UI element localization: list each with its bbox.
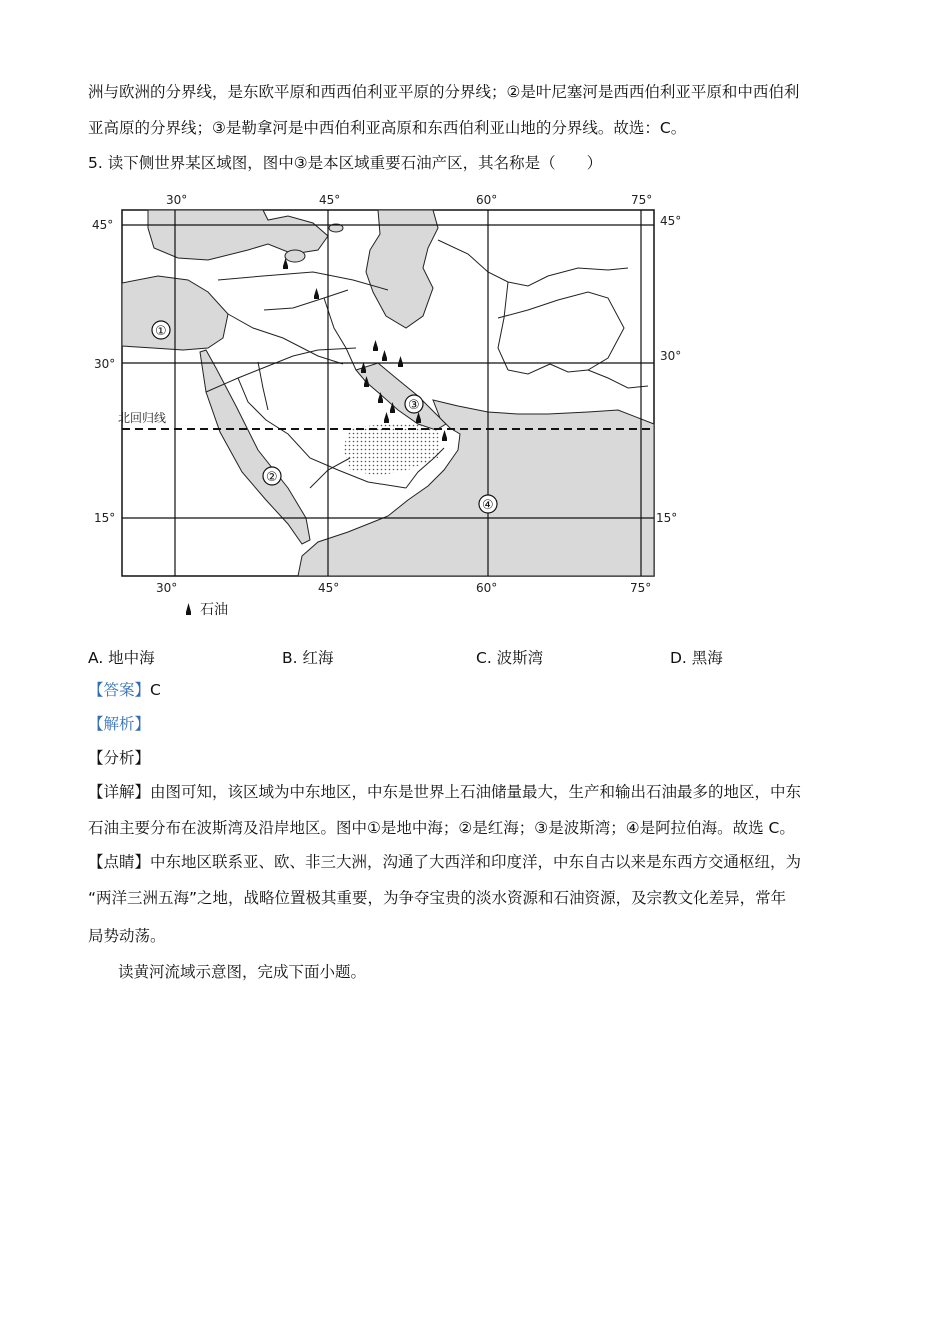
question-5-stem: 5. 读下侧世界某区域图，图中③是本区域重要石油产区，其名称是（ ） xyxy=(88,154,603,172)
bottom-lon-label: 75° xyxy=(630,581,652,595)
option-b[interactable]: B. 红海 xyxy=(282,649,334,667)
left-lat-label: 15° xyxy=(94,511,116,525)
marker-3: ③ xyxy=(408,398,420,413)
marker-4: ④ xyxy=(482,498,494,513)
top-lon-label: 75° xyxy=(631,193,653,207)
bottom-lon-label: 30° xyxy=(156,581,178,595)
answer-label: 【答案】 xyxy=(88,681,151,699)
right-lat-label: 30° xyxy=(660,349,682,363)
detail-line-2: 石油主要分布在波斯湾及沿岸地区。图中①是地中海；②是红海；③是波斯湾；④是阿拉伯海。故选 C。 xyxy=(88,819,795,837)
right-lat-label: 45° xyxy=(660,214,682,228)
paragraph-line-2: 亚高原的分界线；③是勒拿河是中西伯利亚高原和东西伯利亚山地的分界线。故选：C。 xyxy=(88,119,687,137)
next-question-intro: 读黄河流域示意图，完成下面小题。 xyxy=(118,963,367,981)
top-lon-label: 30° xyxy=(166,193,188,207)
right-lat-label: 15° xyxy=(656,511,678,525)
option-d[interactable]: D. 黑海 xyxy=(670,649,723,667)
middle-east-map xyxy=(88,188,688,628)
bottom-lon-label: 45° xyxy=(318,581,340,595)
option-c[interactable]: C. 波斯湾 xyxy=(476,649,544,667)
answer-options xyxy=(88,646,868,668)
legend-label: 石油 xyxy=(200,602,228,618)
option-a[interactable]: A. 地中海 xyxy=(88,649,155,667)
answer-line xyxy=(88,680,161,700)
left-lat-label: 30° xyxy=(94,357,116,371)
marker-1: ① xyxy=(155,324,167,339)
oil-legend-icon xyxy=(186,603,191,615)
marker-2: ② xyxy=(266,470,278,485)
top-lon-label: 45° xyxy=(319,193,341,207)
analysis-label: 【解析】 xyxy=(88,715,151,733)
comment-line-1: 【点睛】中东地区联系亚、欧、非三大洲，沟通了大西洋和印度洋，中东自古以来是东西方交通枢纽，为 xyxy=(88,853,802,871)
fenxi-label: 【分析】 xyxy=(88,749,151,767)
paragraph-line-1: 洲与欧洲的分界线，是东欧平原和西西伯利亚平原的分界线；②是叶尼塞河是西西伯利亚平原和中西伯利 xyxy=(88,83,800,101)
tropic-label: 北回归线 xyxy=(118,411,167,425)
bottom-lon-label: 60° xyxy=(476,581,498,595)
left-lat-label: 45° xyxy=(92,218,114,232)
comment-line-3: 局势动荡。 xyxy=(88,927,166,945)
answer-value: C xyxy=(150,681,161,699)
detail-line-1: 【详解】由图可知，该区域为中东地区，中东是世界上石油储量最大，生产和输出石油最多的地区，中东 xyxy=(88,783,802,801)
map-legend xyxy=(186,601,228,618)
top-lon-label: 60° xyxy=(476,193,498,207)
comment-line-2: “两洋三洲五海”之地，战略位置极其重要，为争夺宝贵的淡水资源和石油资源，及宗教文化差异，常年 xyxy=(88,889,787,907)
